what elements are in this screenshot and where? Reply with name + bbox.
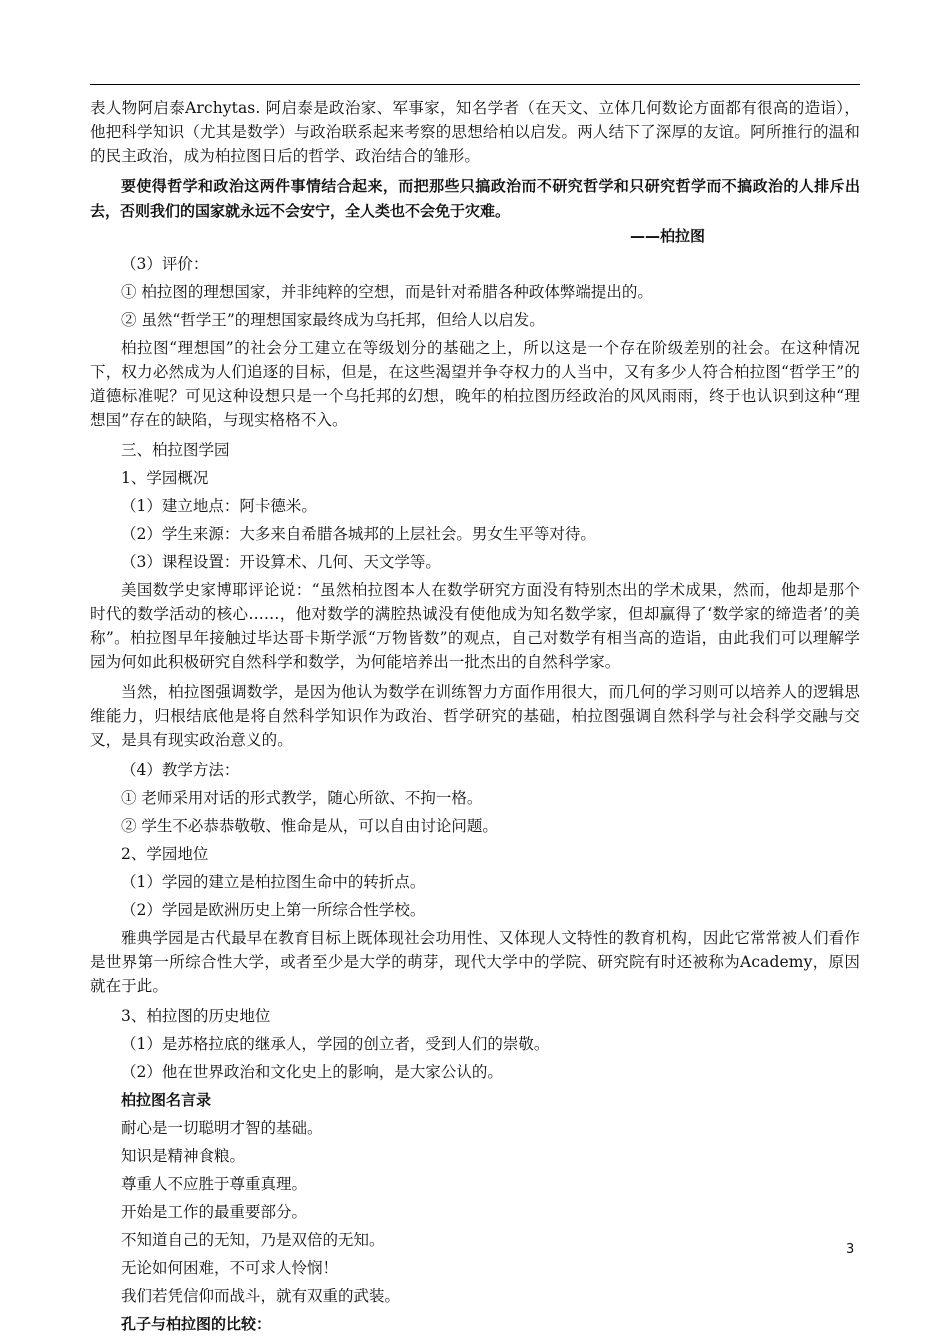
- evaluation-point-2: ② 虽然“哲学王”的理想国家最终成为乌托邦，但给人以启发。: [121, 311, 545, 329]
- teaching-method-2: ② 学生不必恭恭敬敬、惟命是从，可以自由讨论问题。: [121, 817, 498, 835]
- saying-2: 知识是精神食粮。: [121, 1147, 246, 1165]
- subsection-status: 2、学园地位: [121, 845, 209, 863]
- paragraph-athens-academy: 雅典学园是古代最早在教育目标上既体现社会功用性、又体现人文特性的教育机构，因此它常常被人们看作是世界第一所综合性大学，或者至少是大学的萌芽，现代大学中的学院、研究院有时还被称为Academy，原因就在于此。: [90, 929, 860, 995]
- header-rule: [90, 84, 860, 85]
- overview-item-3: （3）课程设置：开设算术、几何、天文学等。: [121, 553, 441, 571]
- subsection-overview: 1、学园概况: [121, 469, 209, 487]
- paragraph-boyer: 美国数学史家博耶评论说：“虽然柏拉图本人在数学研究方面没有特别杰出的学术成果，然而，他却是那个时代的数学活动的核心……，他对数学的满腔热诚没有使他成为知名数学家，但却赢得了‘数学家的缔造者’的美称”。柏拉图早年接触过毕达哥卡斯学派“万物皆数”的观点，自己对数学有相当高的造诣，由此我们可以理解学园为何如此积极研究自然科学和数学，为何能培养出一批杰出的自然科学家。: [90, 581, 860, 671]
- historical-item-2: （2）他在世界政治和文化史上的影响，是大家公认的。: [121, 1063, 503, 1081]
- saying-7: 我们若凭信仰而战斗，就有双重的武装。: [121, 1287, 401, 1305]
- teaching-method-title: （4）教学方法：: [121, 761, 240, 779]
- overview-item-1: （1）建立地点：阿卡德米。: [121, 497, 317, 515]
- paragraph-archytas: 表人物阿启泰Archytas. 阿启泰是政治家、军事家，知名学者（在天文、立体几何数论方面都有很高的造诣），他把科学知识（尤其是数学）与政治联系起来考察的思想给柏以启发。两人结下了深厚的友谊。阿所推行的温和的民主政治，成为柏拉图日后的哲学、政治结合的雏形。: [90, 99, 860, 165]
- status-item-2: （2）学园是欧洲历史上第一所综合性学校。: [121, 901, 426, 919]
- saying-3: 尊重人不应胜于尊重真理。: [121, 1175, 308, 1193]
- saying-5: 不知道自己的无知，乃是双倍的无知。: [121, 1231, 385, 1249]
- teaching-method-1: ① 老师采用对话的形式教学，随心所欲、不拘一格。: [121, 789, 483, 807]
- evaluation-point-1: ① 柏拉图的理想国家，并非纯粹的空想，而是针对希腊各种政体弊端提出的。: [121, 283, 653, 301]
- subsection-historical-status: 3、柏拉图的历史地位: [121, 1007, 271, 1025]
- document-body: [90, 96, 860, 1340]
- historical-item-1: （1）是苏格拉底的继承人，学园的创立者，受到人们的崇敬。: [121, 1035, 550, 1053]
- quotes-heading: 柏拉图名言录: [121, 1091, 212, 1109]
- evaluation-title: （3）评价：: [121, 255, 209, 273]
- saying-1: 耐心是一切聪明才智的基础。: [121, 1119, 323, 1137]
- quote-attribution: ——柏拉图: [630, 227, 706, 245]
- saying-4: 开始是工作的最重要部分。: [121, 1203, 308, 1221]
- paragraph-ideal-state: 柏拉图“理想国”的社会分工建立在等级划分的基础之上，所以这是一个存在阶级差别的社会。在这种情况下，权力必然成为人们追逐的目标，但是，在这些渴望并争夺权力的人当中，又有多少人符合柏拉图“哲学王”的道德标准呢？可见这种设想只是一个乌托邦的幻想，晚年的柏拉图历经政治的风风雨雨，终于也认识到这种“理想国”存在的缺陷，与现实格格不入。: [90, 339, 860, 429]
- status-item-1: （1）学园的建立是柏拉图生命中的转折点。: [121, 873, 426, 891]
- overview-item-2: （2）学生来源：大多来自希腊各城邦的上层社会。男女生平等对待。: [121, 525, 596, 543]
- comparison-heading: 孔子与柏拉图的比较：: [121, 1315, 272, 1333]
- saying-6: 无论如何困难，不可求人怜悯！: [121, 1259, 339, 1277]
- section-academy: 三、柏拉图学园: [121, 441, 230, 459]
- plato-quote: 要使得哲学和政治这两件事情结合起来，而把那些只搞政治而不研究哲学和只研究哲学而不搞政治的人排斥出去，否则我们的国家就永远不会安宁，全人类也不会免于灾难。: [90, 177, 860, 220]
- page-number: 3: [846, 1242, 855, 1257]
- paragraph-math-emphasis: 当然，柏拉图强调数学，是因为他认为数学在训练智力方面作用很大，而几何的学习则可以培养人的逻辑思维能力，归根结底他是将自然科学知识作为政治、哲学研究的基础，柏拉图强调自然科学与社会科学交融与交叉，是具有现实政治意义的。: [90, 683, 860, 749]
